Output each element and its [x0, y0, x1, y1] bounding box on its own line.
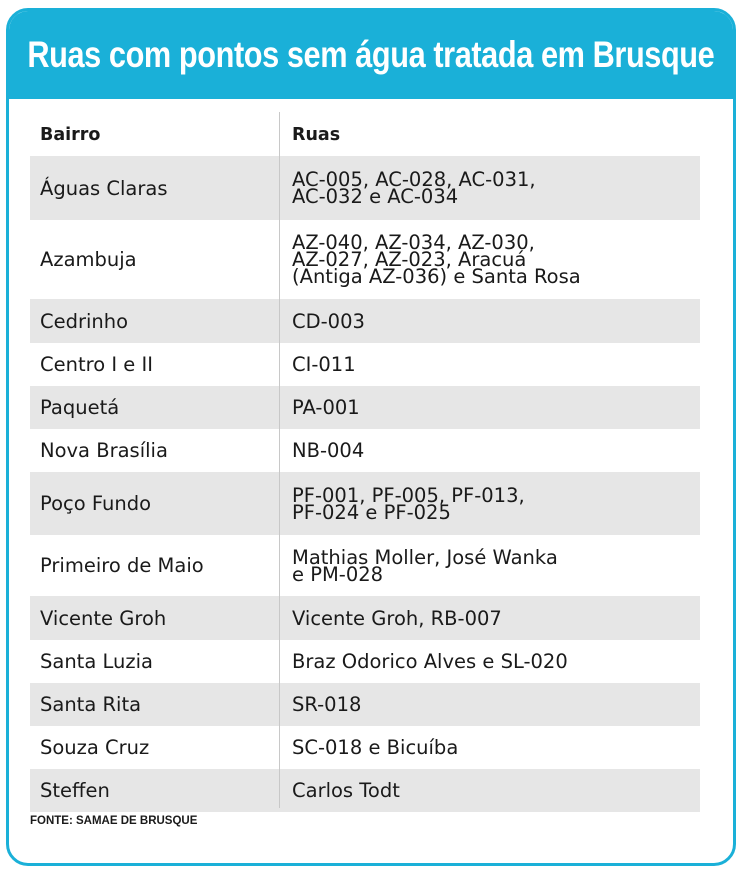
bairro-cell: Paquetá [40, 396, 120, 419]
ruas-cell: Vicente Groh, RB-007 [292, 606, 502, 630]
ruas-line: AC-005, AC-028, AC-031, [292, 168, 536, 191]
ruas-cell: NB-004 [292, 439, 365, 462]
ruas-line: AC-032 e AC-034 [292, 185, 459, 208]
ruas-cell: CD-003 [292, 309, 365, 333]
table-row [30, 726, 700, 769]
bairro-cell: Azambuja [40, 248, 137, 271]
title-banner [9, 11, 733, 99]
header-bairro: Bairro [40, 124, 101, 145]
ruas-cell [280, 168, 700, 208]
table-row [30, 769, 700, 812]
table-row [30, 429, 700, 472]
column-divider [279, 112, 280, 808]
ruas-cell: SC-018 e Bicuíba [292, 736, 459, 759]
bairro-cell: Santa Rita [40, 693, 142, 716]
table-header-row [30, 112, 700, 156]
bairro-cell: Primeiro de Maio [40, 554, 204, 577]
ruas-cell: SR-018 [292, 693, 362, 716]
page-title: Ruas com pontos sem água tratada em Brusque [27, 34, 715, 75]
header-ruas: Ruas [292, 124, 341, 145]
ruas-cell: Carlos Todt [292, 779, 400, 802]
table-row [30, 640, 700, 683]
source-credit: FONTE: SAMAE DE BRUSQUE [30, 815, 198, 827]
table-row [30, 535, 700, 596]
ruas-cell: CI-011 [292, 353, 356, 376]
table-row [30, 156, 700, 220]
streets-table [30, 112, 700, 812]
ruas-line: Mathias Moller, José Wanka [292, 545, 558, 569]
ruas-cell [280, 231, 700, 288]
ruas-line: AZ-040, AZ-034, AZ-030, [292, 231, 535, 254]
table-row [30, 299, 700, 343]
bairro-cell: Poço Fundo [40, 492, 152, 515]
table-row [30, 683, 700, 726]
bairro-cell: Vicente Groh [40, 606, 167, 630]
bairro-cell: Centro I e II [40, 353, 153, 376]
table-row [30, 596, 700, 640]
ruas-line: AZ-027, AZ-023, Aracuá [292, 248, 527, 271]
bairro-cell: Santa Luzia [40, 650, 153, 673]
table-row [30, 343, 700, 386]
table-row [30, 472, 700, 535]
ruas-line: PF-024 e PF-025 [292, 500, 451, 524]
ruas-line: PF-001, PF-005, PF-013, [292, 483, 525, 507]
bairro-cell: Cedrinho [40, 309, 129, 333]
bairro-cell: Souza Cruz [40, 736, 150, 759]
ruas-line: (Antiga AZ-036) e Santa Rosa [292, 265, 581, 288]
ruas-cell: PA-001 [292, 396, 360, 419]
bairro-cell: Nova Brasília [40, 439, 168, 462]
ruas-cell: Braz Odorico Alves e SL-020 [292, 650, 568, 673]
table-row [30, 386, 700, 429]
ruas-cell [280, 545, 700, 586]
table-row [30, 220, 700, 299]
ruas-line: e PM-028 [292, 562, 384, 586]
bairro-cell: Águas Claras [40, 176, 168, 200]
ruas-cell [280, 483, 700, 524]
bairro-cell: Steffen [40, 779, 110, 802]
